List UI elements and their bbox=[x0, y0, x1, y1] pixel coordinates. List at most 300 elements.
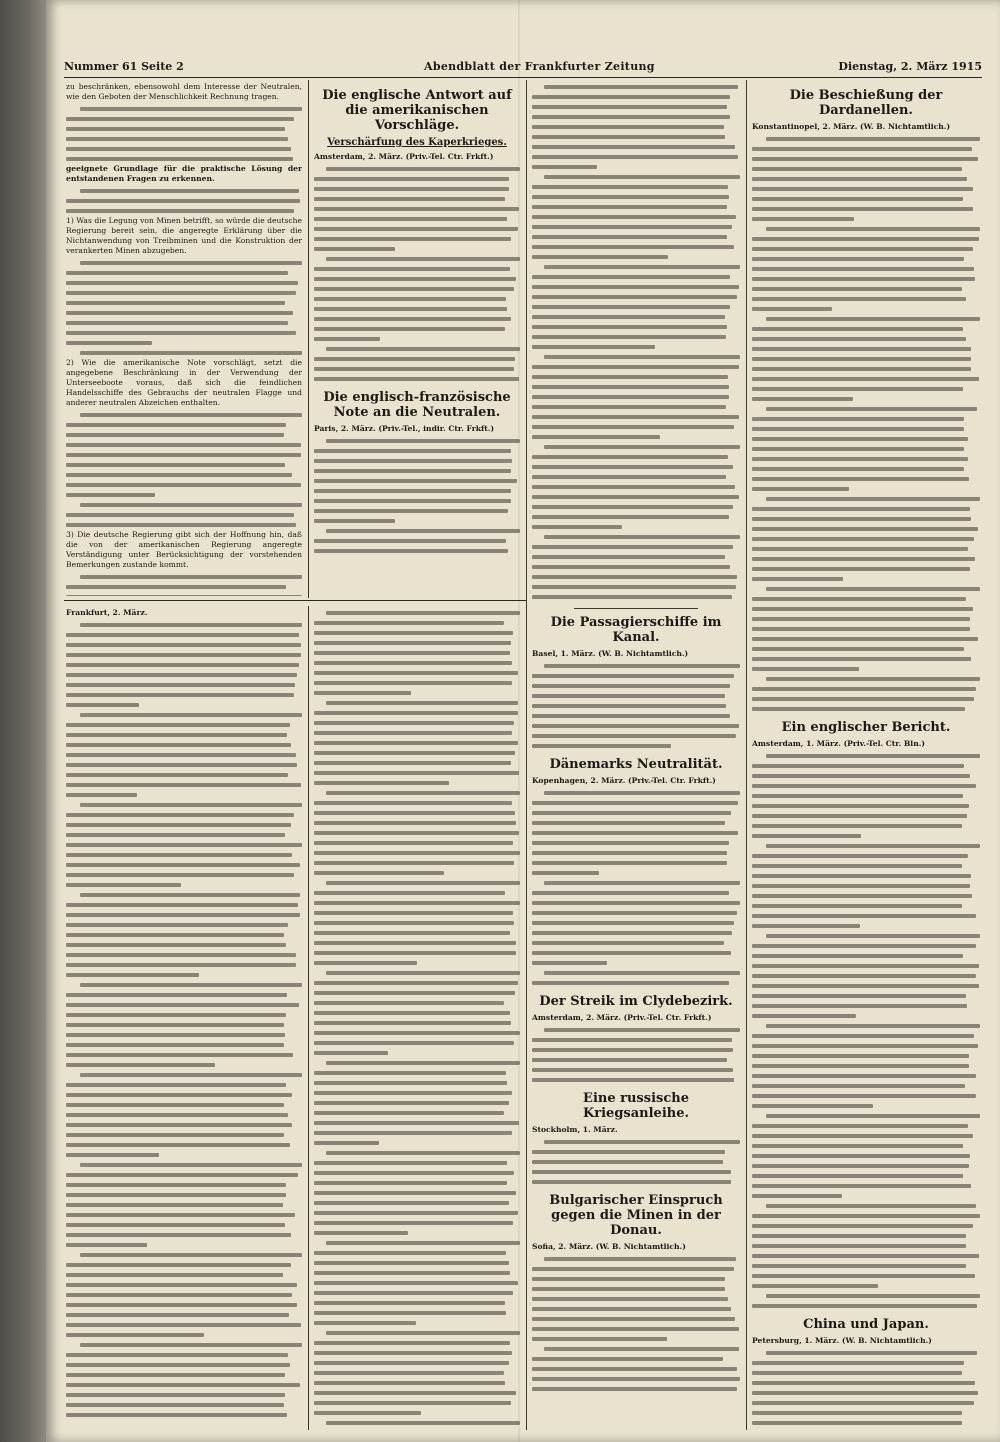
issue-number: Nummer 61 Seite 2 bbox=[64, 60, 184, 73]
text-line bbox=[314, 244, 520, 254]
text-line bbox=[314, 506, 520, 516]
text-line bbox=[752, 614, 980, 624]
text-line bbox=[532, 1025, 740, 1035]
text-line bbox=[752, 404, 980, 414]
text-line bbox=[66, 298, 302, 308]
text-line bbox=[66, 440, 302, 450]
text-line bbox=[66, 730, 302, 740]
text-line bbox=[752, 1418, 980, 1428]
text-line bbox=[532, 1137, 740, 1147]
text-line bbox=[66, 1140, 302, 1150]
text-line bbox=[66, 810, 302, 820]
text-line bbox=[314, 1158, 520, 1168]
column-rule bbox=[308, 606, 309, 1430]
filler-block bbox=[314, 436, 520, 556]
text-line bbox=[66, 880, 302, 890]
text-line bbox=[66, 1220, 302, 1230]
text-line bbox=[314, 748, 520, 758]
column-rule bbox=[308, 80, 309, 598]
text-line bbox=[752, 921, 980, 931]
article-paragraph: zu beschränken, ebensowohl dem Interesse der Neutralen, wie den Geboten der Menschlichkeit Rechnung tragen. bbox=[66, 82, 302, 101]
text-line bbox=[314, 304, 520, 314]
text-line bbox=[532, 848, 740, 858]
text-line bbox=[532, 122, 740, 132]
text-line bbox=[752, 514, 980, 524]
headline: Die englische Antwort auf die amerikanischen Vorschläge. bbox=[322, 88, 512, 133]
filler-block bbox=[532, 788, 740, 988]
text-line bbox=[752, 324, 980, 334]
text-line bbox=[66, 640, 302, 650]
text-line bbox=[66, 1170, 302, 1180]
headline: Die englisch-französische Note an die Neutralen. bbox=[323, 390, 511, 420]
text-line bbox=[314, 1168, 520, 1178]
article-paragraph: geeignete Grundlage für die praktische Lösung der entstandenen Fragen zu erkennen. bbox=[66, 164, 302, 183]
text-line bbox=[532, 1344, 740, 1354]
text-line bbox=[314, 354, 520, 364]
text-line bbox=[752, 304, 980, 314]
text-line bbox=[66, 1080, 302, 1090]
text-line bbox=[66, 114, 302, 124]
text-line bbox=[66, 348, 302, 358]
text-line bbox=[532, 1324, 740, 1334]
text-line bbox=[532, 968, 740, 978]
text-line bbox=[66, 1110, 302, 1120]
text-line bbox=[532, 908, 740, 918]
text-line bbox=[532, 1334, 740, 1344]
text-line bbox=[66, 670, 302, 680]
text-line bbox=[752, 1171, 980, 1181]
text-line bbox=[752, 941, 980, 951]
text-line bbox=[532, 1157, 740, 1167]
dateline: Frankfurt, 2. März. bbox=[66, 608, 148, 617]
text-line bbox=[752, 594, 980, 604]
text-line bbox=[66, 1310, 302, 1320]
text-line bbox=[752, 1151, 980, 1161]
text-line bbox=[532, 212, 740, 222]
text-line bbox=[532, 898, 740, 908]
text-line bbox=[752, 751, 980, 761]
text-line bbox=[532, 1075, 740, 1085]
subheadline: Verschärfung des Kaperkrieges. bbox=[327, 137, 507, 148]
text-line bbox=[66, 690, 302, 700]
text-line bbox=[314, 1178, 520, 1188]
text-line bbox=[752, 704, 980, 714]
text-line bbox=[314, 1338, 520, 1348]
text-line bbox=[66, 750, 302, 760]
text-line bbox=[752, 881, 980, 891]
text-line bbox=[66, 1290, 302, 1300]
text-line bbox=[66, 710, 302, 720]
dateline: Amsterdam, 2. März. (Priv.-Tel. Ctr. Frkft.) bbox=[314, 152, 494, 161]
text-line bbox=[752, 574, 980, 584]
text-line bbox=[314, 1228, 520, 1238]
text-line bbox=[66, 268, 302, 278]
text-line bbox=[532, 878, 740, 888]
dateline: Konstantinopel, 2. März. (W. B. Nichtamtlich.) bbox=[752, 122, 951, 131]
text-line bbox=[532, 1384, 740, 1394]
text-line bbox=[532, 1284, 740, 1294]
text-line bbox=[532, 232, 740, 242]
text-line bbox=[752, 761, 980, 771]
text-line bbox=[752, 174, 980, 184]
text-line bbox=[752, 214, 980, 224]
text-line bbox=[752, 1161, 980, 1171]
text-line bbox=[532, 828, 740, 838]
text-line bbox=[66, 700, 302, 710]
text-line bbox=[752, 951, 980, 961]
feuilleton-column-2 bbox=[314, 608, 520, 1428]
text-line bbox=[66, 920, 302, 930]
text-line bbox=[66, 206, 302, 216]
text-line bbox=[752, 821, 980, 831]
text-line bbox=[752, 234, 980, 244]
text-line bbox=[532, 1364, 740, 1374]
text-line bbox=[314, 264, 520, 274]
text-line bbox=[314, 294, 520, 304]
text-line bbox=[314, 778, 520, 788]
text-line bbox=[314, 274, 520, 284]
text-line bbox=[314, 1368, 520, 1378]
text-line bbox=[532, 958, 740, 968]
filler-block bbox=[66, 572, 302, 596]
text-line bbox=[66, 1390, 302, 1400]
text-line bbox=[66, 480, 302, 490]
text-line bbox=[752, 771, 980, 781]
newspaper-page bbox=[46, 0, 1000, 1442]
text-line bbox=[532, 1167, 740, 1177]
text-line bbox=[314, 486, 520, 496]
book-binding bbox=[0, 0, 46, 1442]
filler-block bbox=[532, 1137, 740, 1187]
text-line bbox=[532, 1294, 740, 1304]
text-line bbox=[66, 278, 302, 288]
text-line bbox=[66, 258, 302, 268]
text-line bbox=[752, 634, 980, 644]
text-line bbox=[752, 811, 980, 821]
text-line bbox=[532, 552, 740, 562]
text-line bbox=[66, 196, 302, 206]
text-line bbox=[314, 1258, 520, 1268]
text-line bbox=[752, 674, 980, 684]
text-line bbox=[752, 1261, 980, 1271]
text-line bbox=[752, 624, 980, 634]
article-paragraph: 2) Wie die amerikanische Note vorschlägt, setzt die angegebene Beschränkung in der Verwendung der Unterseeboote voraus, daß sich die feindlichen Handelsschiffe des Gebrauchs der neutralen Flagge und anderer neutralen Abzeichen enthalten. bbox=[66, 358, 302, 407]
text-line bbox=[66, 1370, 302, 1380]
text-line bbox=[314, 878, 520, 888]
text-line bbox=[314, 848, 520, 858]
text-line bbox=[314, 364, 520, 374]
text-line bbox=[752, 991, 980, 1001]
text-line bbox=[314, 758, 520, 768]
text-line bbox=[752, 971, 980, 981]
text-line bbox=[752, 184, 980, 194]
text-line bbox=[752, 534, 980, 544]
text-line bbox=[532, 102, 740, 112]
text-line bbox=[314, 334, 520, 344]
text-line bbox=[532, 1065, 740, 1075]
text-line bbox=[66, 860, 302, 870]
column-rule bbox=[526, 80, 527, 1430]
text-line bbox=[752, 891, 980, 901]
text-line bbox=[752, 1121, 980, 1131]
text-line bbox=[314, 608, 520, 618]
headline: Dänemarks Neutralität. bbox=[549, 757, 723, 772]
text-line bbox=[752, 244, 980, 254]
headline: Eine russische Kriegsanleihe. bbox=[582, 1091, 690, 1121]
text-line bbox=[66, 890, 302, 900]
text-line bbox=[752, 544, 980, 554]
text-line bbox=[66, 420, 302, 430]
text-line bbox=[752, 554, 980, 564]
text-line bbox=[752, 1271, 980, 1281]
text-line bbox=[532, 522, 740, 532]
text-line bbox=[314, 798, 520, 808]
text-line bbox=[532, 512, 740, 522]
text-line bbox=[752, 154, 980, 164]
text-line bbox=[752, 414, 980, 424]
filler-block bbox=[66, 258, 302, 358]
text-line bbox=[752, 1131, 980, 1141]
text-line bbox=[532, 1264, 740, 1274]
text-line bbox=[752, 1241, 980, 1251]
text-line bbox=[752, 284, 980, 294]
text-line bbox=[532, 1035, 740, 1045]
text-line bbox=[752, 1141, 980, 1151]
text-line bbox=[66, 1000, 302, 1010]
text-line bbox=[66, 630, 302, 640]
text-line bbox=[66, 720, 302, 730]
text-line bbox=[66, 154, 302, 164]
text-line bbox=[314, 948, 520, 958]
text-line bbox=[532, 788, 740, 798]
text-line bbox=[752, 454, 980, 464]
text-line bbox=[314, 638, 520, 648]
text-line bbox=[66, 950, 302, 960]
text-line bbox=[314, 476, 520, 486]
text-line bbox=[66, 1150, 302, 1160]
text-line bbox=[314, 184, 520, 194]
text-line bbox=[752, 961, 980, 971]
text-line bbox=[532, 322, 740, 332]
page-fold bbox=[518, 0, 520, 1442]
text-line bbox=[752, 801, 980, 811]
column-4 bbox=[752, 82, 980, 1428]
article-paragraph: 1) Was die Legung von Minen betrifft, so würde die deutsche Regierung bereit sein, die angeregte Erklärung über die Nichtanwendung von Treibminen und die Konstruktion der verankerten Minen abzugeben. bbox=[66, 216, 302, 255]
text-line bbox=[66, 870, 302, 880]
text-line bbox=[532, 282, 740, 292]
text-line bbox=[752, 194, 980, 204]
text-line bbox=[66, 1380, 302, 1390]
text-line bbox=[752, 901, 980, 911]
text-line bbox=[752, 1358, 980, 1368]
text-line bbox=[532, 938, 740, 948]
text-line bbox=[66, 1010, 302, 1020]
text-line bbox=[66, 1230, 302, 1240]
text-line bbox=[66, 592, 302, 596]
text-line bbox=[66, 970, 302, 980]
article-paragraph: 3) Die deutsche Regierung gibt sich der Hoffnung hin, daß die von der amerikanischen Regierung angeregte Verständigung unter Berücksichtigung der vorstehenden Bemerkungen zustande kommt. bbox=[66, 530, 302, 569]
text-line bbox=[752, 851, 980, 861]
text-line bbox=[314, 1418, 520, 1428]
text-line bbox=[532, 888, 740, 898]
text-line bbox=[532, 918, 740, 928]
text-line bbox=[532, 661, 740, 671]
text-line bbox=[532, 572, 740, 582]
text-line bbox=[314, 658, 520, 668]
text-line bbox=[314, 978, 520, 988]
dateline: Sofia, 2. März. (W. B. Nichtamtlich.) bbox=[532, 1242, 686, 1251]
text-line bbox=[532, 82, 740, 92]
text-line bbox=[752, 791, 980, 801]
text-line bbox=[532, 1055, 740, 1065]
dateline: Amsterdam, 1. März. (Priv.-Tel. Ctr. Bln.) bbox=[752, 739, 925, 748]
text-line bbox=[532, 442, 740, 452]
text-line bbox=[752, 1011, 980, 1021]
text-line bbox=[66, 450, 302, 460]
text-line bbox=[532, 452, 740, 462]
text-line bbox=[532, 462, 740, 472]
text-line bbox=[752, 524, 980, 534]
text-line bbox=[314, 314, 520, 324]
text-line bbox=[532, 1374, 740, 1384]
text-line bbox=[752, 981, 980, 991]
text-line bbox=[314, 1038, 520, 1048]
text-line bbox=[314, 174, 520, 184]
text-line bbox=[752, 1211, 980, 1221]
text-line bbox=[314, 446, 520, 456]
text-line bbox=[752, 1301, 980, 1311]
text-line bbox=[314, 1128, 520, 1138]
text-line bbox=[314, 1078, 520, 1088]
text-line bbox=[752, 604, 980, 614]
text-line bbox=[752, 861, 980, 871]
text-line bbox=[752, 204, 980, 214]
text-line bbox=[532, 132, 740, 142]
text-line bbox=[752, 1378, 980, 1388]
text-line bbox=[314, 466, 520, 476]
text-line bbox=[314, 1018, 520, 1028]
headline: China und Japan. bbox=[803, 1317, 929, 1332]
text-line bbox=[532, 858, 740, 868]
text-line bbox=[66, 770, 302, 780]
text-line bbox=[752, 344, 980, 354]
text-line bbox=[314, 998, 520, 1008]
text-line bbox=[532, 1254, 740, 1264]
text-line bbox=[66, 572, 302, 582]
headline: Bulgarischer Einspruch gegen die Minen in der Donau. bbox=[549, 1193, 723, 1238]
text-line bbox=[532, 868, 740, 878]
text-line bbox=[66, 288, 302, 298]
text-line bbox=[532, 671, 740, 681]
text-line bbox=[314, 496, 520, 506]
text-line bbox=[66, 980, 302, 990]
text-line bbox=[752, 434, 980, 444]
text-line bbox=[314, 838, 520, 848]
text-line bbox=[314, 908, 520, 918]
filler-block bbox=[532, 82, 740, 602]
text-line bbox=[314, 828, 520, 838]
text-line bbox=[66, 410, 302, 420]
text-line bbox=[314, 1118, 520, 1128]
text-line bbox=[314, 1248, 520, 1258]
text-line bbox=[314, 968, 520, 978]
text-line bbox=[314, 1048, 520, 1058]
text-line bbox=[532, 112, 740, 122]
text-line bbox=[532, 272, 740, 282]
text-line bbox=[532, 691, 740, 701]
text-line bbox=[532, 372, 740, 382]
text-line bbox=[752, 274, 980, 284]
text-line bbox=[314, 1208, 520, 1218]
text-line bbox=[532, 162, 740, 172]
text-line bbox=[752, 374, 980, 384]
text-line bbox=[314, 618, 520, 628]
text-line bbox=[66, 1070, 302, 1080]
text-line bbox=[752, 1221, 980, 1231]
text-line bbox=[314, 898, 520, 908]
text-line bbox=[66, 1050, 302, 1060]
text-line bbox=[66, 1340, 302, 1350]
headline: Die Beschießung der Dardanellen. bbox=[789, 88, 943, 118]
column-3 bbox=[532, 82, 740, 1428]
text-line bbox=[752, 224, 980, 234]
text-line bbox=[66, 1410, 302, 1420]
text-line bbox=[66, 1130, 302, 1140]
text-line bbox=[314, 1298, 520, 1308]
text-line bbox=[532, 412, 740, 422]
text-line bbox=[532, 332, 740, 342]
text-line bbox=[314, 546, 520, 556]
text-line bbox=[532, 1354, 740, 1364]
text-line bbox=[66, 1020, 302, 1030]
text-line bbox=[66, 760, 302, 770]
text-line bbox=[752, 1408, 980, 1418]
text-line bbox=[66, 1120, 302, 1130]
text-line bbox=[752, 1081, 980, 1091]
text-line bbox=[532, 808, 740, 818]
text-line bbox=[532, 352, 740, 362]
text-line bbox=[532, 92, 740, 102]
text-line bbox=[66, 910, 302, 920]
text-line bbox=[66, 308, 302, 318]
text-line bbox=[66, 990, 302, 1000]
text-line bbox=[314, 536, 520, 546]
text-line bbox=[66, 1060, 302, 1070]
text-line bbox=[66, 1190, 302, 1200]
text-line bbox=[532, 592, 740, 602]
text-line bbox=[66, 1330, 302, 1340]
text-line bbox=[752, 584, 980, 594]
text-line bbox=[314, 324, 520, 334]
filler-block bbox=[66, 104, 302, 164]
text-line bbox=[66, 1240, 302, 1250]
text-line bbox=[752, 134, 980, 144]
text-line bbox=[314, 1068, 520, 1078]
text-line bbox=[314, 1358, 520, 1368]
text-line bbox=[66, 800, 302, 810]
text-line bbox=[314, 628, 520, 638]
text-line bbox=[752, 911, 980, 921]
text-line bbox=[314, 1398, 520, 1408]
text-line bbox=[752, 314, 980, 324]
text-line bbox=[752, 1281, 980, 1291]
text-line bbox=[66, 660, 302, 670]
text-line bbox=[752, 564, 980, 574]
text-line bbox=[314, 1378, 520, 1388]
text-line bbox=[532, 482, 740, 492]
text-line bbox=[752, 684, 980, 694]
text-line bbox=[752, 354, 980, 364]
